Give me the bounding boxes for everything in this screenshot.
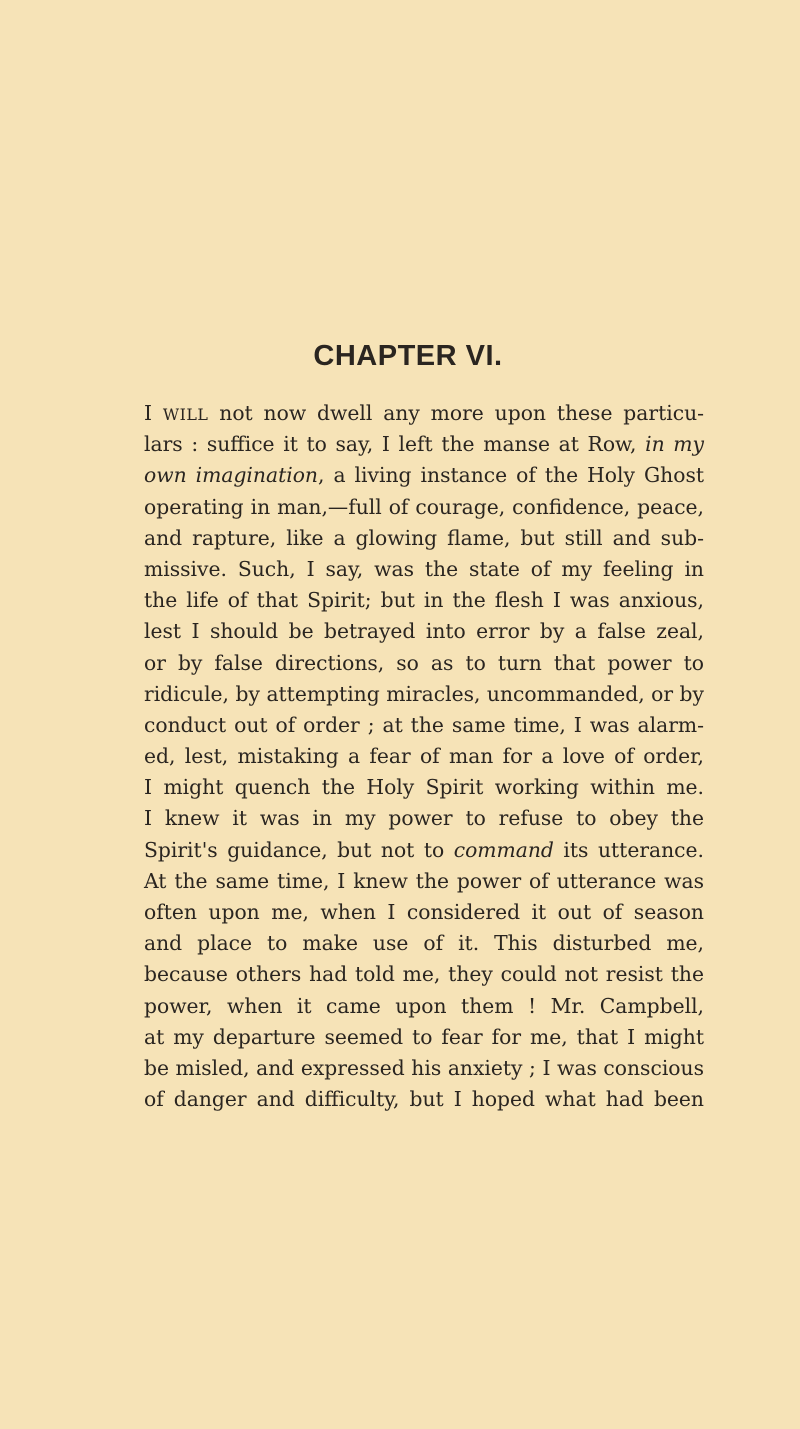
text-line — [144, 398, 704, 429]
text-line — [144, 928, 704, 959]
text-run: I might quench the Holy Spirit working within me. — [144, 775, 704, 800]
text-line — [144, 1022, 704, 1053]
text-line — [144, 991, 704, 1022]
text-line — [144, 835, 704, 866]
chapter-title: CHAPTER VI. — [313, 340, 503, 372]
text-run: at my departure seemed to fear for me, that I might — [144, 1024, 704, 1049]
italic-text: command — [453, 837, 554, 862]
text-line — [144, 959, 704, 990]
text-run: the life of that Spirit; but in the flesh I was anxious, — [144, 588, 704, 613]
text-line — [144, 866, 704, 897]
small-caps-text: WILL — [162, 405, 209, 424]
text-run: I knew it was in my power to refuse to obey the — [144, 806, 704, 831]
text-line — [144, 897, 704, 928]
italic-text: in my — [645, 432, 704, 457]
text-line — [144, 648, 704, 679]
chapter-body-text — [144, 398, 704, 1115]
text-run: I — [144, 401, 163, 425]
text-run: Spirit's guidance, but not to — [144, 837, 454, 862]
text-line — [144, 803, 704, 834]
text-run: missive. Such, I say, was the state of my feeling in — [144, 556, 704, 581]
text-line — [144, 585, 704, 616]
text-run: of danger and difficulty, but I hoped what had been — [144, 1087, 704, 1112]
italic-text: own imagination — [144, 463, 318, 488]
text-line — [144, 429, 704, 460]
text-line — [144, 741, 704, 772]
text-run: because others had told me, they could not resist the — [144, 962, 704, 987]
text-line — [144, 554, 704, 585]
text-run: ed, lest, mistaking a fear of man for a love of order, — [144, 744, 704, 769]
text-run: often upon me, when I considered it out of season — [144, 900, 704, 924]
text-run: and rapture, like a glowing flame, but still and sub- — [144, 525, 704, 550]
text-run: lars : suffice it to say, I left the manse at Row, — [144, 432, 646, 457]
text-run: ridicule, by attempting miracles, uncommanded, or by — [144, 681, 704, 706]
text-line — [144, 679, 704, 710]
text-run: , a living instance of the Holy Ghost — [318, 463, 705, 488]
text-run: At the same time, I knew the power of utterance was — [144, 868, 704, 893]
text-run: its utterance. — [553, 837, 704, 862]
text-run: or by false directions, so as to turn that power to — [144, 650, 704, 675]
text-run: not now dwell any more upon these particu- — [208, 401, 704, 425]
text-run: be misled, and expressed his anxiety ; I was conscious — [144, 1055, 704, 1080]
text-line — [144, 460, 704, 491]
text-run: power, when it came upon them ! Mr. Campbell, — [144, 993, 704, 1018]
text-run: conduct out of order ; at the same time, I was alarm- — [144, 712, 704, 737]
text-run: lest I should be betrayed into error by a false zeal, — [144, 619, 704, 644]
text-line — [144, 1053, 704, 1084]
text-line — [144, 1084, 704, 1115]
text-line — [144, 772, 704, 803]
text-line — [144, 523, 704, 554]
text-line — [144, 492, 704, 523]
text-line — [144, 616, 704, 647]
text-line — [144, 710, 704, 741]
text-run: and place to make use of it. This disturbed me, — [144, 931, 704, 956]
text-run: operating in man,—full of courage, confidence, peace, — [144, 494, 704, 519]
